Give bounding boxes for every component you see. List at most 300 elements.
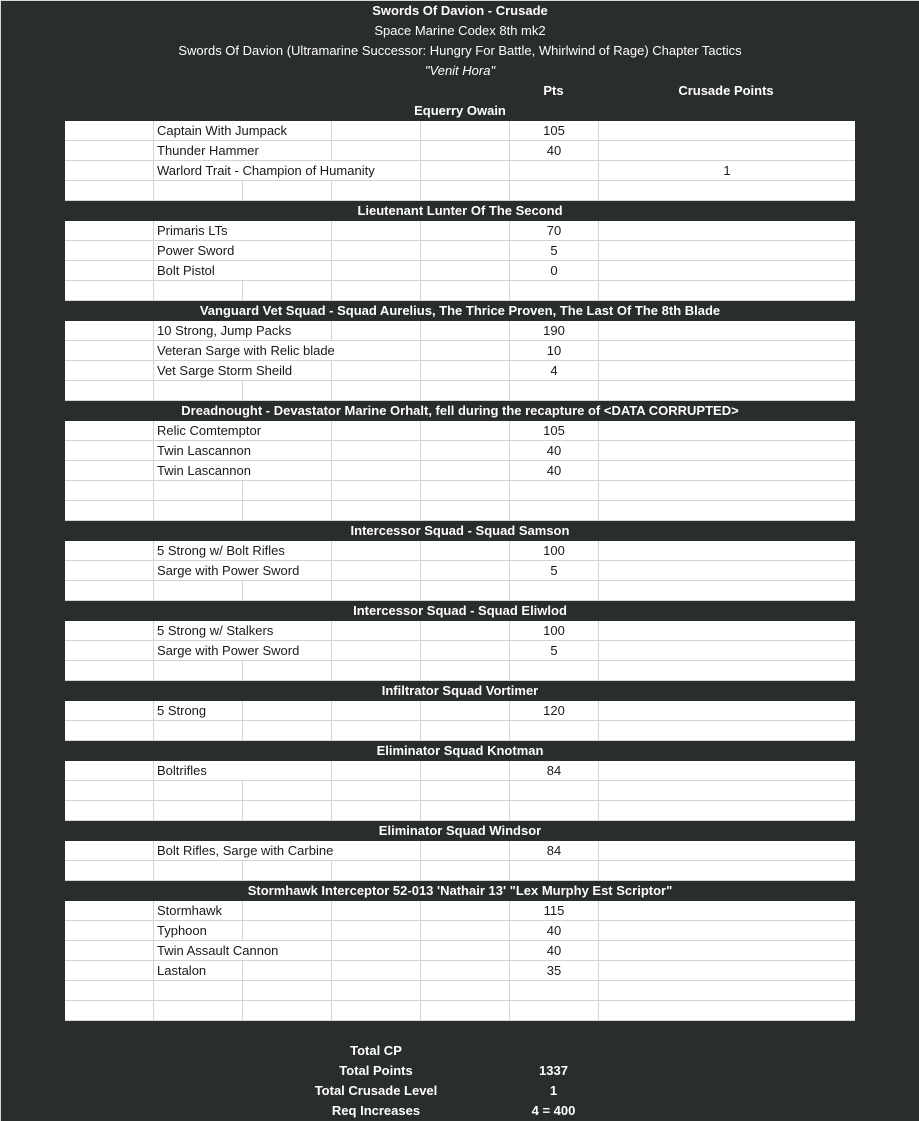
- cell[interactable]: [598, 701, 855, 721]
- blank-row: [65, 501, 855, 521]
- cell[interactable]: [598, 1001, 855, 1021]
- cell[interactable]: [420, 541, 509, 561]
- cell[interactable]: [331, 221, 420, 241]
- cell[interactable]: [420, 241, 509, 261]
- blank-row: [65, 1001, 855, 1021]
- cell[interactable]: [65, 441, 153, 461]
- cell[interactable]: [331, 361, 420, 381]
- item-pts: 40: [546, 943, 562, 958]
- cell[interactable]: [331, 281, 420, 301]
- cell[interactable]: [331, 121, 420, 141]
- cell[interactable]: [420, 981, 509, 1001]
- cell[interactable]: [509, 1001, 598, 1021]
- cell[interactable]: [65, 381, 153, 401]
- item-label: Bolt Pistol: [157, 263, 215, 278]
- cell[interactable]: [598, 441, 855, 461]
- cell[interactable]: [242, 221, 331, 241]
- cell[interactable]: [509, 141, 598, 161]
- item-row: [65, 921, 855, 941]
- item-label: Boltrifles: [157, 763, 207, 778]
- cell[interactable]: [509, 261, 598, 281]
- cell[interactable]: [598, 541, 855, 561]
- cell[interactable]: [153, 581, 242, 601]
- cell[interactable]: [242, 781, 331, 801]
- cell[interactable]: [598, 801, 855, 821]
- cell[interactable]: [242, 981, 331, 1001]
- cell[interactable]: [331, 581, 420, 601]
- cell[interactable]: [331, 561, 420, 581]
- cell[interactable]: [242, 701, 331, 721]
- cell[interactable]: [65, 701, 153, 721]
- cell[interactable]: [331, 901, 420, 921]
- cell[interactable]: [65, 661, 153, 681]
- cell[interactable]: [65, 561, 153, 581]
- cell[interactable]: [509, 981, 598, 1001]
- cell[interactable]: [153, 221, 242, 241]
- cell[interactable]: [331, 441, 420, 461]
- total-row: [1, 1101, 919, 1121]
- cell[interactable]: [65, 941, 153, 961]
- cell[interactable]: [331, 661, 420, 681]
- cell[interactable]: [331, 841, 420, 861]
- cell[interactable]: [65, 361, 153, 381]
- cell[interactable]: [153, 381, 242, 401]
- cell[interactable]: [509, 121, 598, 141]
- cell[interactable]: [153, 441, 251, 461]
- cell[interactable]: [65, 801, 153, 821]
- cell[interactable]: [420, 361, 509, 381]
- cell[interactable]: [242, 281, 331, 301]
- cell[interactable]: [153, 421, 262, 441]
- cell[interactable]: [509, 541, 598, 561]
- cell[interactable]: [331, 541, 420, 561]
- cell[interactable]: [509, 781, 598, 801]
- cell[interactable]: [598, 481, 855, 501]
- cell[interactable]: [331, 321, 420, 341]
- cell[interactable]: [420, 441, 509, 461]
- cell[interactable]: [420, 181, 509, 201]
- cell[interactable]: [331, 761, 420, 781]
- cell[interactable]: [331, 961, 420, 981]
- cell[interactable]: [598, 241, 855, 261]
- cell[interactable]: [331, 261, 420, 281]
- cell[interactable]: [420, 841, 509, 861]
- cell[interactable]: [420, 801, 509, 821]
- cell[interactable]: [153, 561, 300, 581]
- blank-row: [65, 281, 855, 301]
- cell[interactable]: [598, 261, 855, 281]
- cell[interactable]: [65, 641, 153, 661]
- cell[interactable]: [598, 181, 855, 201]
- cell[interactable]: [65, 781, 153, 801]
- cell[interactable]: [153, 801, 242, 821]
- unit-header: Infiltrator Squad Vortimer: [381, 683, 539, 698]
- cell[interactable]: [153, 781, 242, 801]
- cell[interactable]: [420, 261, 509, 281]
- item-pts: 40: [546, 463, 562, 478]
- cell[interactable]: [420, 621, 509, 641]
- unit-header: Equerry Owain: [414, 103, 506, 118]
- cell[interactable]: [242, 441, 331, 461]
- cell[interactable]: [598, 161, 855, 181]
- cell[interactable]: [65, 321, 153, 341]
- cell[interactable]: [153, 121, 288, 141]
- cell[interactable]: [65, 421, 153, 441]
- cell[interactable]: [509, 461, 598, 481]
- item-row: [65, 141, 855, 161]
- unit-header: Lieutenant Lunter Of The Second: [357, 203, 563, 218]
- cell[interactable]: [598, 921, 855, 941]
- cell[interactable]: [420, 581, 509, 601]
- cell[interactable]: [331, 461, 420, 481]
- cell[interactable]: [509, 161, 598, 181]
- item-pts: 84: [546, 843, 562, 858]
- cell[interactable]: [598, 861, 855, 881]
- cell[interactable]: [65, 461, 153, 481]
- cell[interactable]: [65, 541, 153, 561]
- item-label: Typhoon: [157, 923, 207, 938]
- cell[interactable]: [242, 581, 331, 601]
- cell[interactable]: [153, 481, 242, 501]
- blank-row: [65, 181, 855, 201]
- cell[interactable]: [65, 981, 153, 1001]
- cell[interactable]: [331, 501, 420, 521]
- item-label: Stormhawk: [157, 903, 223, 918]
- cell[interactable]: [420, 661, 509, 681]
- cell[interactable]: [65, 161, 153, 181]
- cell[interactable]: [420, 561, 509, 581]
- cell[interactable]: [153, 161, 375, 181]
- item-pts: 115: [543, 903, 565, 918]
- cell[interactable]: [65, 261, 153, 281]
- cell[interactable]: [509, 361, 598, 381]
- cell[interactable]: [420, 921, 509, 941]
- cell[interactable]: [65, 861, 153, 881]
- cell[interactable]: [509, 381, 598, 401]
- cell[interactable]: [242, 261, 331, 281]
- cell[interactable]: [420, 961, 509, 981]
- sheet-title: Swords Of Davion - Crusade: [372, 3, 548, 18]
- cell[interactable]: [509, 221, 598, 241]
- unit-header: Eliminator Squad Windsor: [378, 823, 542, 838]
- cell[interactable]: [509, 341, 598, 361]
- total-value: 1: [549, 1083, 558, 1098]
- cell[interactable]: [598, 961, 855, 981]
- cell[interactable]: [331, 921, 420, 941]
- cell[interactable]: [242, 901, 331, 921]
- cell[interactable]: [242, 481, 331, 501]
- cell[interactable]: [509, 901, 598, 921]
- cell[interactable]: [65, 241, 153, 261]
- item-row: [65, 421, 855, 441]
- cell[interactable]: [65, 581, 153, 601]
- item-row: [65, 901, 855, 921]
- cell[interactable]: [331, 481, 420, 501]
- cell[interactable]: [420, 221, 509, 241]
- cell[interactable]: [65, 1001, 153, 1021]
- cell[interactable]: [598, 321, 855, 341]
- cell[interactable]: [331, 981, 420, 1001]
- item-label: Thunder Hammer: [157, 143, 259, 158]
- cell[interactable]: [509, 661, 598, 681]
- cell[interactable]: [598, 981, 855, 1001]
- cell[interactable]: [242, 861, 331, 881]
- item-pts: 100: [543, 623, 565, 638]
- cell[interactable]: [420, 761, 509, 781]
- cell[interactable]: [509, 841, 598, 861]
- item-label: Warlord Trait - Champion of Humanity: [157, 163, 375, 178]
- cell[interactable]: [153, 721, 242, 741]
- cell[interactable]: [420, 721, 509, 741]
- blank-row: [65, 981, 855, 1001]
- cell[interactable]: [153, 661, 242, 681]
- cell[interactable]: [331, 941, 420, 961]
- cell[interactable]: [420, 141, 509, 161]
- cell[interactable]: [331, 1001, 420, 1021]
- cell[interactable]: [420, 781, 509, 801]
- cell[interactable]: [65, 141, 153, 161]
- cell[interactable]: [65, 281, 153, 301]
- cell[interactable]: [509, 701, 598, 721]
- cell[interactable]: [242, 461, 331, 481]
- cell[interactable]: [420, 321, 509, 341]
- item-row: [65, 361, 855, 381]
- item-row: [65, 441, 855, 461]
- cell[interactable]: [509, 721, 598, 741]
- item-label: Sarge with Power Sword: [157, 643, 300, 658]
- cell[interactable]: [153, 141, 259, 161]
- cell[interactable]: [331, 381, 420, 401]
- cell[interactable]: [153, 1001, 242, 1021]
- item-label: Power Sword: [157, 243, 235, 258]
- item-row: [65, 321, 855, 341]
- cell[interactable]: [420, 641, 509, 661]
- cell[interactable]: [65, 181, 153, 201]
- cell[interactable]: [598, 901, 855, 921]
- cell[interactable]: [153, 361, 293, 381]
- cell[interactable]: [420, 281, 509, 301]
- total-row: [1, 1081, 919, 1101]
- cell[interactable]: [65, 481, 153, 501]
- cell[interactable]: [153, 861, 242, 881]
- cell[interactable]: [153, 341, 335, 361]
- cell[interactable]: [420, 941, 509, 961]
- cell[interactable]: [153, 981, 242, 1001]
- item-label: 5 Strong w/ Stalkers: [157, 623, 274, 638]
- cell[interactable]: [598, 501, 855, 521]
- cell[interactable]: [420, 861, 509, 881]
- cell[interactable]: [331, 341, 420, 361]
- cell[interactable]: [509, 961, 598, 981]
- item-pts: 100: [543, 543, 565, 558]
- cell[interactable]: [509, 181, 598, 201]
- cell[interactable]: [509, 501, 598, 521]
- cell[interactable]: [242, 761, 331, 781]
- cell[interactable]: [420, 1001, 509, 1021]
- total-value: 4 = 400: [531, 1103, 576, 1118]
- cell[interactable]: [598, 661, 855, 681]
- cell[interactable]: [65, 341, 153, 361]
- item-row: [65, 841, 855, 861]
- cell[interactable]: [420, 501, 509, 521]
- item-label: Primaris LTs: [157, 223, 228, 238]
- cell[interactable]: [598, 341, 855, 361]
- cell[interactable]: [242, 381, 331, 401]
- cell[interactable]: [420, 341, 509, 361]
- cell[interactable]: [598, 421, 855, 441]
- cell[interactable]: [420, 121, 509, 141]
- cell[interactable]: [153, 261, 242, 281]
- cell[interactable]: [509, 921, 598, 941]
- cell[interactable]: [65, 221, 153, 241]
- cell[interactable]: [598, 361, 855, 381]
- cell[interactable]: [598, 621, 855, 641]
- total-label: Total CP: [350, 1043, 402, 1058]
- cell[interactable]: [598, 561, 855, 581]
- cell[interactable]: [598, 841, 855, 861]
- item-pts: 35: [546, 963, 562, 978]
- item-label: Twin Lascannon: [157, 443, 251, 458]
- chapter-tactics-line: Swords Of Davion (Ultramarine Successor: Hungry For Battle, Whirlwind of Rage) Chapter Tactics: [178, 43, 742, 58]
- cell[interactable]: [509, 321, 598, 341]
- cell[interactable]: [153, 701, 242, 721]
- cell[interactable]: [65, 921, 153, 941]
- item-row: [65, 261, 855, 281]
- cell[interactable]: [65, 761, 153, 781]
- item-pts: 5: [550, 563, 558, 578]
- blank-row: [65, 581, 855, 601]
- cell[interactable]: [598, 941, 855, 961]
- column-header-crusade-points: Crusade Points: [678, 83, 774, 98]
- cell[interactable]: [242, 961, 331, 981]
- cell[interactable]: [331, 801, 420, 821]
- cell[interactable]: [153, 621, 274, 641]
- cell[interactable]: [153, 941, 279, 961]
- cell[interactable]: [242, 241, 331, 261]
- cell[interactable]: [65, 501, 153, 521]
- cell[interactable]: [420, 161, 509, 181]
- cell[interactable]: [509, 801, 598, 821]
- cell[interactable]: [509, 621, 598, 641]
- item-label: Vet Sarge Storm Sheild: [157, 363, 293, 378]
- cell[interactable]: [242, 1001, 331, 1021]
- cell[interactable]: [153, 841, 334, 861]
- cell[interactable]: [598, 581, 855, 601]
- blank-row: [65, 801, 855, 821]
- cell[interactable]: [509, 281, 598, 301]
- cell[interactable]: [242, 721, 331, 741]
- cell[interactable]: [331, 621, 420, 641]
- cell[interactable]: [65, 621, 153, 641]
- blank-row: [65, 861, 855, 881]
- cell[interactable]: [420, 381, 509, 401]
- cell[interactable]: [331, 781, 420, 801]
- item-pts: 10: [546, 343, 562, 358]
- cell[interactable]: [420, 701, 509, 721]
- cell[interactable]: [331, 721, 420, 741]
- item-pts: 0: [550, 263, 558, 278]
- cell[interactable]: [509, 561, 598, 581]
- item-label: Relic Comtemptor: [157, 423, 262, 438]
- cell[interactable]: [598, 121, 855, 141]
- cell[interactable]: [598, 381, 855, 401]
- cell[interactable]: [331, 241, 420, 261]
- cell[interactable]: [331, 141, 420, 161]
- cell[interactable]: [242, 921, 331, 941]
- cell[interactable]: [153, 181, 242, 201]
- cell[interactable]: [420, 481, 509, 501]
- item-pts: 105: [543, 123, 565, 138]
- cell[interactable]: [509, 861, 598, 881]
- cell[interactable]: [509, 761, 598, 781]
- cell[interactable]: [153, 761, 242, 781]
- item-label: 5 Strong: [157, 703, 207, 718]
- cell[interactable]: [65, 841, 153, 861]
- cell[interactable]: [509, 581, 598, 601]
- cell[interactable]: [153, 501, 242, 521]
- cell[interactable]: [598, 221, 855, 241]
- cell[interactable]: [598, 781, 855, 801]
- total-value: [509, 1041, 598, 1061]
- item-row: [65, 961, 855, 981]
- cell[interactable]: [509, 421, 598, 441]
- cell[interactable]: [153, 901, 242, 921]
- cell[interactable]: [65, 721, 153, 741]
- cell[interactable]: [420, 901, 509, 921]
- cell[interactable]: [153, 541, 285, 561]
- total-value: 1337: [539, 1063, 568, 1078]
- cell[interactable]: [242, 181, 331, 201]
- cell[interactable]: [331, 421, 420, 441]
- cell[interactable]: [331, 861, 420, 881]
- cell[interactable]: [598, 141, 855, 161]
- cell[interactable]: [153, 921, 242, 941]
- cell[interactable]: [598, 721, 855, 741]
- cell[interactable]: [65, 121, 153, 141]
- cell[interactable]: [331, 181, 420, 201]
- item-label: Twin Lascannon: [157, 463, 251, 478]
- cell[interactable]: [153, 281, 242, 301]
- cell[interactable]: [153, 961, 242, 981]
- cell[interactable]: [598, 281, 855, 301]
- cell[interactable]: [509, 241, 598, 261]
- cell[interactable]: [153, 641, 300, 661]
- cell[interactable]: [598, 641, 855, 661]
- cell[interactable]: [509, 641, 598, 661]
- item-row: [65, 241, 855, 261]
- cell[interactable]: [509, 441, 598, 461]
- cell[interactable]: [420, 461, 509, 481]
- cell[interactable]: [153, 321, 292, 341]
- cell[interactable]: [598, 761, 855, 781]
- cell[interactable]: [242, 661, 331, 681]
- cell[interactable]: [65, 961, 153, 981]
- unit-header: Intercessor Squad - Squad Eliwlod: [353, 603, 567, 618]
- cell[interactable]: [331, 641, 420, 661]
- item-pts: 5: [550, 643, 558, 658]
- cell[interactable]: [509, 941, 598, 961]
- cell[interactable]: [65, 901, 153, 921]
- column-headers: [1, 81, 919, 101]
- cell[interactable]: [509, 481, 598, 501]
- cell[interactable]: [242, 801, 331, 821]
- cell[interactable]: [420, 421, 509, 441]
- cell[interactable]: [331, 701, 420, 721]
- cell[interactable]: [153, 241, 242, 261]
- cell[interactable]: [153, 461, 251, 481]
- cell[interactable]: [598, 461, 855, 481]
- cell[interactable]: [242, 501, 331, 521]
